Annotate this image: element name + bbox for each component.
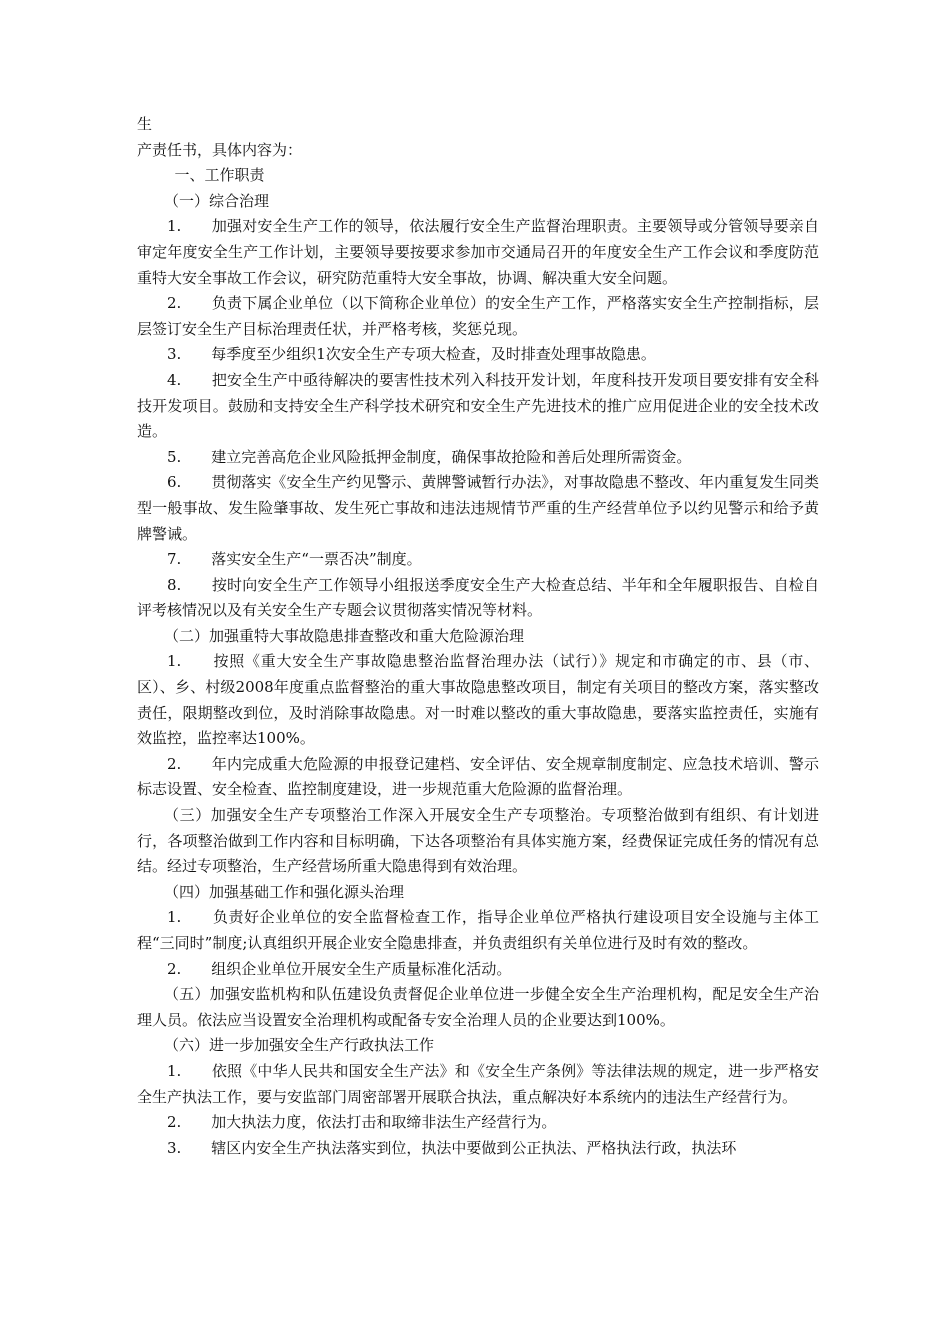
list-item-1-1: 1. 加强对安全生产工作的领导，依法履行安全生产监督治理职责。主要领导或分管领导要亲自审定年度安全生产工作计划，主要领导要按要求参加市交通局召开的年度安全生产工作会议和季度防范重特大安全事故工作会议，研究防范重特大安全事故，协调、解决重大安全问题。 <box>137 217 819 287</box>
document-body <box>137 112 819 1161</box>
subsection-heading-2: （二）加强重特大事故隐患排查整改和重大危险源治理 <box>164 626 525 645</box>
list-item-6-2: 2. 加大执法力度，依法打击和取缔非法生产经营行为。 <box>167 1113 557 1132</box>
list-item-4-1: 1. 负责好企业单位的安全监督检查工作，指导企业单位严格执行建设项目安全设施与主体工程“三同时”制度;认真组织开展企业安全隐患排查，并负责组织有关单位进行及时有效的整改。 <box>137 908 819 952</box>
list-item-1-6: 6. 贯彻落实《安全生产约见警示、黄牌警诫暂行办法》，对事故隐患不整改、年内重复发生同类型一般事故、发生险肇事故、发生死亡事故和违法违规情节严重的生产经营单位予以约见警示和给予黄牌警诫。 <box>137 473 819 543</box>
paragraph-fragment: 生 <box>137 115 153 133</box>
list-item-6-3: 3. 辖区内安全生产执法落实到位，执法中要做到公正执法、严格执法行政，执法环 <box>167 1138 737 1157</box>
list-item-6-1: 1. 依照《中华人民共和国安全生产法》和《安全生产条例》等法律法规的规定，进一步严格安全生产执法工作，要与安监部门周密部署开展联合执法，重点解决好本系统内的违法生产经营行为。 <box>137 1061 819 1106</box>
subsection-heading-1: （一）综合治理 <box>164 191 270 210</box>
subsection-heading-6: （六）进一步加强安全生产行政执法工作 <box>164 1036 435 1055</box>
paragraph-intro: 产责任书，具体内容为： <box>137 140 303 159</box>
list-item-1-4: 4. 把安全生产中亟待解决的要害性技术列入科技开发计划，年度科技开发项目要安排有安全科技开发项目。鼓励和支持安全生产科学技术研究和安全生产先进技术的推广应用促进企业的安全技术改造。 <box>137 370 819 441</box>
list-item-2-1: 1. 按照《重大安全生产事故隐患整治监督治理办法（试行）》规定和市确定的市、县（市、区）、乡、村级2008年度重点监督整治的重大事故隐患整改项目，制定有关项目的整改方案，落实整改责任，限期整改到位，及时消除事故隐患。对一时难以整改的重大事故隐患，要落实监控责任，实施有效监控，监控率达100%。 <box>137 652 819 748</box>
section-heading-work-duties: 一、工作职责 <box>174 166 265 185</box>
list-item-1-8: 8. 按时向安全生产工作领导小组报送季度安全生产大检查总结、半年和全年履职报告、自检自评考核情况以及有关安全生产专题会议贯彻落实情况等材料。 <box>137 575 819 620</box>
subsection-paragraph-3: （三）加强安全生产专项整治工作深入开展安全生产专项整治。专项整治做到有组织、有计划进行，各项整治做到工作内容和目标明确，下达各项整治有具体实施方案，经费保证完成任务的情况有总结。经过专项整治，生产经营场所重大隐患得到有效治理。 <box>137 806 819 876</box>
list-item-1-2: 2. 负责下属企业单位（以下简称企业单位）的安全生产工作，严格落实安全生产控制指标，层层签订安全生产目标治理责任状，并严格考核，奖惩兑现。 <box>137 294 819 338</box>
list-item-1-3: 3. 每季度至少组织1次安全生产专项大检查，及时排查处理事故隐患。 <box>167 345 656 364</box>
subsection-heading-4: （四）加强基础工作和强化源头治理 <box>164 882 405 901</box>
list-item-1-5: 5. 建立完善高危企业风险抵押金制度，确保事故抢险和善后处理所需资金。 <box>167 447 692 466</box>
list-item-4-2: 2. 组织企业单位开展安全生产质量标准化活动。 <box>167 959 512 978</box>
subsection-paragraph-5: （五）加强安监机构和队伍建设负责督促企业单位进一步健全安全生产治理机构，配足安全生产治理人员。依法应当设置安全治理机构或配备专安全治理人员的企业要达到100%。 <box>137 985 819 1029</box>
list-item-1-7: 7. 落实安全生产“一票否决”制度。 <box>167 550 422 569</box>
list-item-2-2: 2. 年内完成重大危险源的申报登记建档、安全评估、安全规章制度制定、应急技术培训、警示标志设置、安全检查、监控制度建设，进一步规范重大危险源的监督治理。 <box>137 754 819 799</box>
